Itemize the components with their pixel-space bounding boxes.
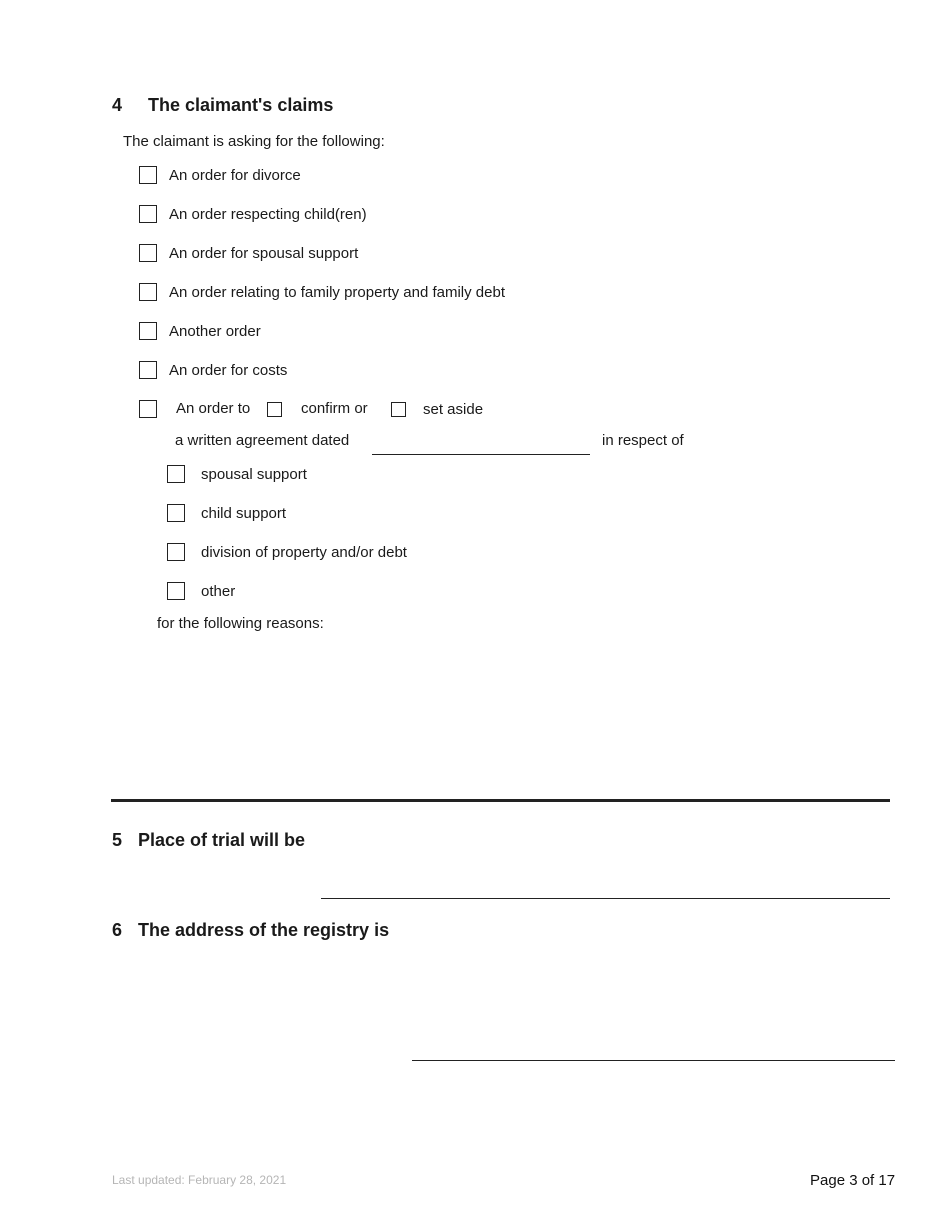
another-order-label: Another order: [169, 323, 261, 340]
written-agreement-label: a written agreement dated: [175, 432, 350, 449]
set-aside-checkbox[interactable]: [391, 402, 406, 417]
order-family-property-label: An order relating to family property and family debt: [169, 284, 505, 301]
section-divider: [111, 799, 890, 802]
division-property-label: division of property and/or debt: [201, 544, 407, 561]
order-children-label: An order respecting child(ren): [169, 206, 367, 223]
other-label: other: [201, 583, 236, 600]
another-order-checkbox[interactable]: [139, 322, 157, 340]
section-5-title: Place of trial will be: [138, 830, 306, 850]
page-number: Page 3 of 17: [810, 1172, 896, 1189]
section-4-number: 4: [112, 95, 123, 115]
order-costs-label: An order for costs: [169, 362, 288, 379]
reasons-text-area[interactable]: [157, 642, 890, 782]
order-agreement-lead: An order to: [176, 400, 251, 417]
order-costs-checkbox[interactable]: [139, 361, 157, 379]
section-6-title: The address of the registry is: [138, 920, 390, 940]
order-family-property-checkbox[interactable]: [139, 283, 157, 301]
section-5-number: 5: [112, 830, 123, 850]
order-divorce-checkbox[interactable]: [139, 166, 157, 184]
set-aside-label: set aside: [423, 401, 484, 418]
order-children-checkbox[interactable]: [139, 205, 157, 223]
order-agreement-checkbox[interactable]: [139, 400, 157, 418]
division-property-checkbox[interactable]: [167, 543, 185, 561]
in-respect-of-label: in respect of: [602, 432, 684, 449]
spousal-support-checkbox[interactable]: [167, 465, 185, 483]
order-spousal-support-label: An order for spousal support: [169, 245, 359, 262]
order-divorce-label: An order for divorce: [169, 167, 301, 184]
order-spousal-support-checkbox[interactable]: [139, 244, 157, 262]
agreement-date-field[interactable]: [372, 432, 590, 455]
other-checkbox[interactable]: [167, 582, 185, 600]
child-support-checkbox[interactable]: [167, 504, 185, 522]
child-support-label: child support: [201, 505, 287, 522]
section-6-number: 6: [112, 920, 123, 940]
spousal-support-label: spousal support: [201, 466, 307, 483]
confirm-label: confirm or: [301, 400, 368, 417]
confirm-checkbox[interactable]: [267, 402, 282, 417]
section-4-intro: The claimant is asking for the following:: [123, 133, 385, 150]
registry-address-field[interactable]: [412, 1038, 895, 1061]
reasons-label: for the following reasons:: [157, 615, 324, 632]
place-of-trial-field[interactable]: [321, 876, 890, 899]
last-updated-text: Last updated: February 28, 2021: [112, 1173, 287, 1187]
section-4-title: The claimant's claims: [148, 95, 334, 115]
